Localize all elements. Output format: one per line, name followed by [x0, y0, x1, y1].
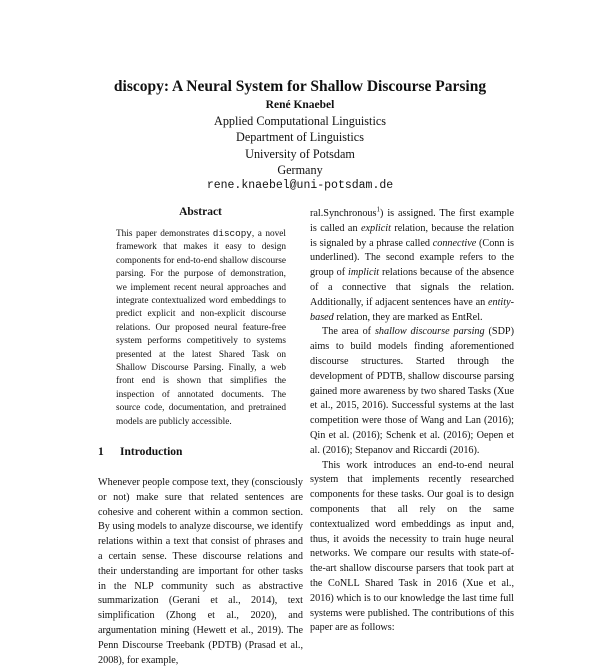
paper-title: discopy: A Neural System for Shallow Discourse Parsing	[113, 78, 487, 96]
section-title: Introduction	[120, 446, 183, 458]
body-text: ral.Synchronous	[310, 208, 377, 219]
emphasis: implicit	[348, 267, 380, 279]
body-text: The area of	[322, 326, 375, 338]
body-paragraph	[310, 207, 514, 325]
abstract-text: This paper demonstrates	[116, 229, 213, 239]
emphasis: connective	[432, 237, 477, 249]
right-column	[310, 207, 514, 636]
body-text: (Conn is underlined). The second example refers to the group of	[310, 237, 514, 279]
body-paragraph: This work introduces an end-to-end neural system that implements recently researched components for these tasks. Our goal is to design components that all rely on the same contextualized word embeddings as input and, thus, it avoids the necessity to train huge neural networks. We compare our results with state-of-the-art shallow discourse parsers that took part at the CoNLL Shared Task in 2016 (Xue et al., 2016) which is to our knowledge the last time full systems were published. The contributions of this paper are as follows:	[310, 459, 514, 634]
body-text: ) is assigned. The first example is called an	[310, 208, 514, 234]
affiliation-line: University of Potsdam	[245, 146, 355, 161]
emphasis: explicit	[360, 222, 391, 234]
affiliation-line: Germany	[277, 162, 323, 177]
emphasis: shallow discourse parsing	[374, 326, 485, 338]
abstract-heading: Abstract	[179, 206, 222, 218]
left-column	[98, 205, 303, 666]
section-heading	[98, 446, 182, 458]
body-text: (SDP) aims to build models finding aforementioned discourse structures. Started through the development of PDTB, shallow discourse parsing gained more awareness by two shared Tasks (Xue et al., 2015, 2016). Successful systems at the last competition were those of Wang and Lan (2016); Qin et al. (2016); Schenk et al. (2016); Oepen et al. (2016); Stepanov and Riccardi (2016).	[310, 326, 514, 456]
emphasis: entity-based	[310, 296, 514, 323]
abstract-body	[116, 227, 286, 429]
body-paragraph	[310, 325, 514, 458]
author-email: rene.knaebel@uni-potsdam.de	[206, 179, 394, 193]
section-number: 1	[98, 446, 104, 458]
body-text: relations because of the absence of a connective that signals the relation. Additionally, if adjacent sentences have an	[310, 267, 514, 308]
body-text: relation, they are marked as EntRel.	[333, 311, 483, 323]
system-name: discopy	[212, 228, 252, 239]
author-block	[0, 97, 600, 194]
intro-paragraph: Whenever people compose text, they (consciously or not) make sure that related sentences are cohesive and coherent within a common section. By using models to analyze discourse, we identify relations within a text that consist of phrases and a certain sense. These discourse relations and their understanding are important for other tasks in the NLP community such as abstractive summarization (Gerani et al., 2014), text simplification (Zhong et al., 2020), and argumentation mining (Hewett et al., 2019). The Penn Discourse Treebank (PDTB) (Prasad et al., 2008), for example,	[98, 477, 303, 666]
abstract-text: , a novel framework that makes it easy to design components for end-to-end shallow discourse parsing. For the purpose of demonstration, we implement recent neural approaches and integrate contextualized word embeddings to predict explicit and non-explicit discourse relations. Our proposed neural feature-free system performs competitively to systems presented at the latest Shared Task on Shallow Discourse Parsing. Finally, a web front end is shown that simplifies the inspection of annotated documents. The source code, documentation, and pretrained models are publicly accessible.	[116, 229, 287, 427]
body-text: relation, because the relation is signaled by a phrase called	[310, 222, 514, 249]
author-name: René Knaebel	[265, 99, 335, 111]
affiliation-line: Department of Linguistics	[236, 130, 364, 145]
affiliation-line: Applied Computational Linguistics	[214, 114, 386, 129]
footnote-marker: 1	[376, 205, 380, 214]
